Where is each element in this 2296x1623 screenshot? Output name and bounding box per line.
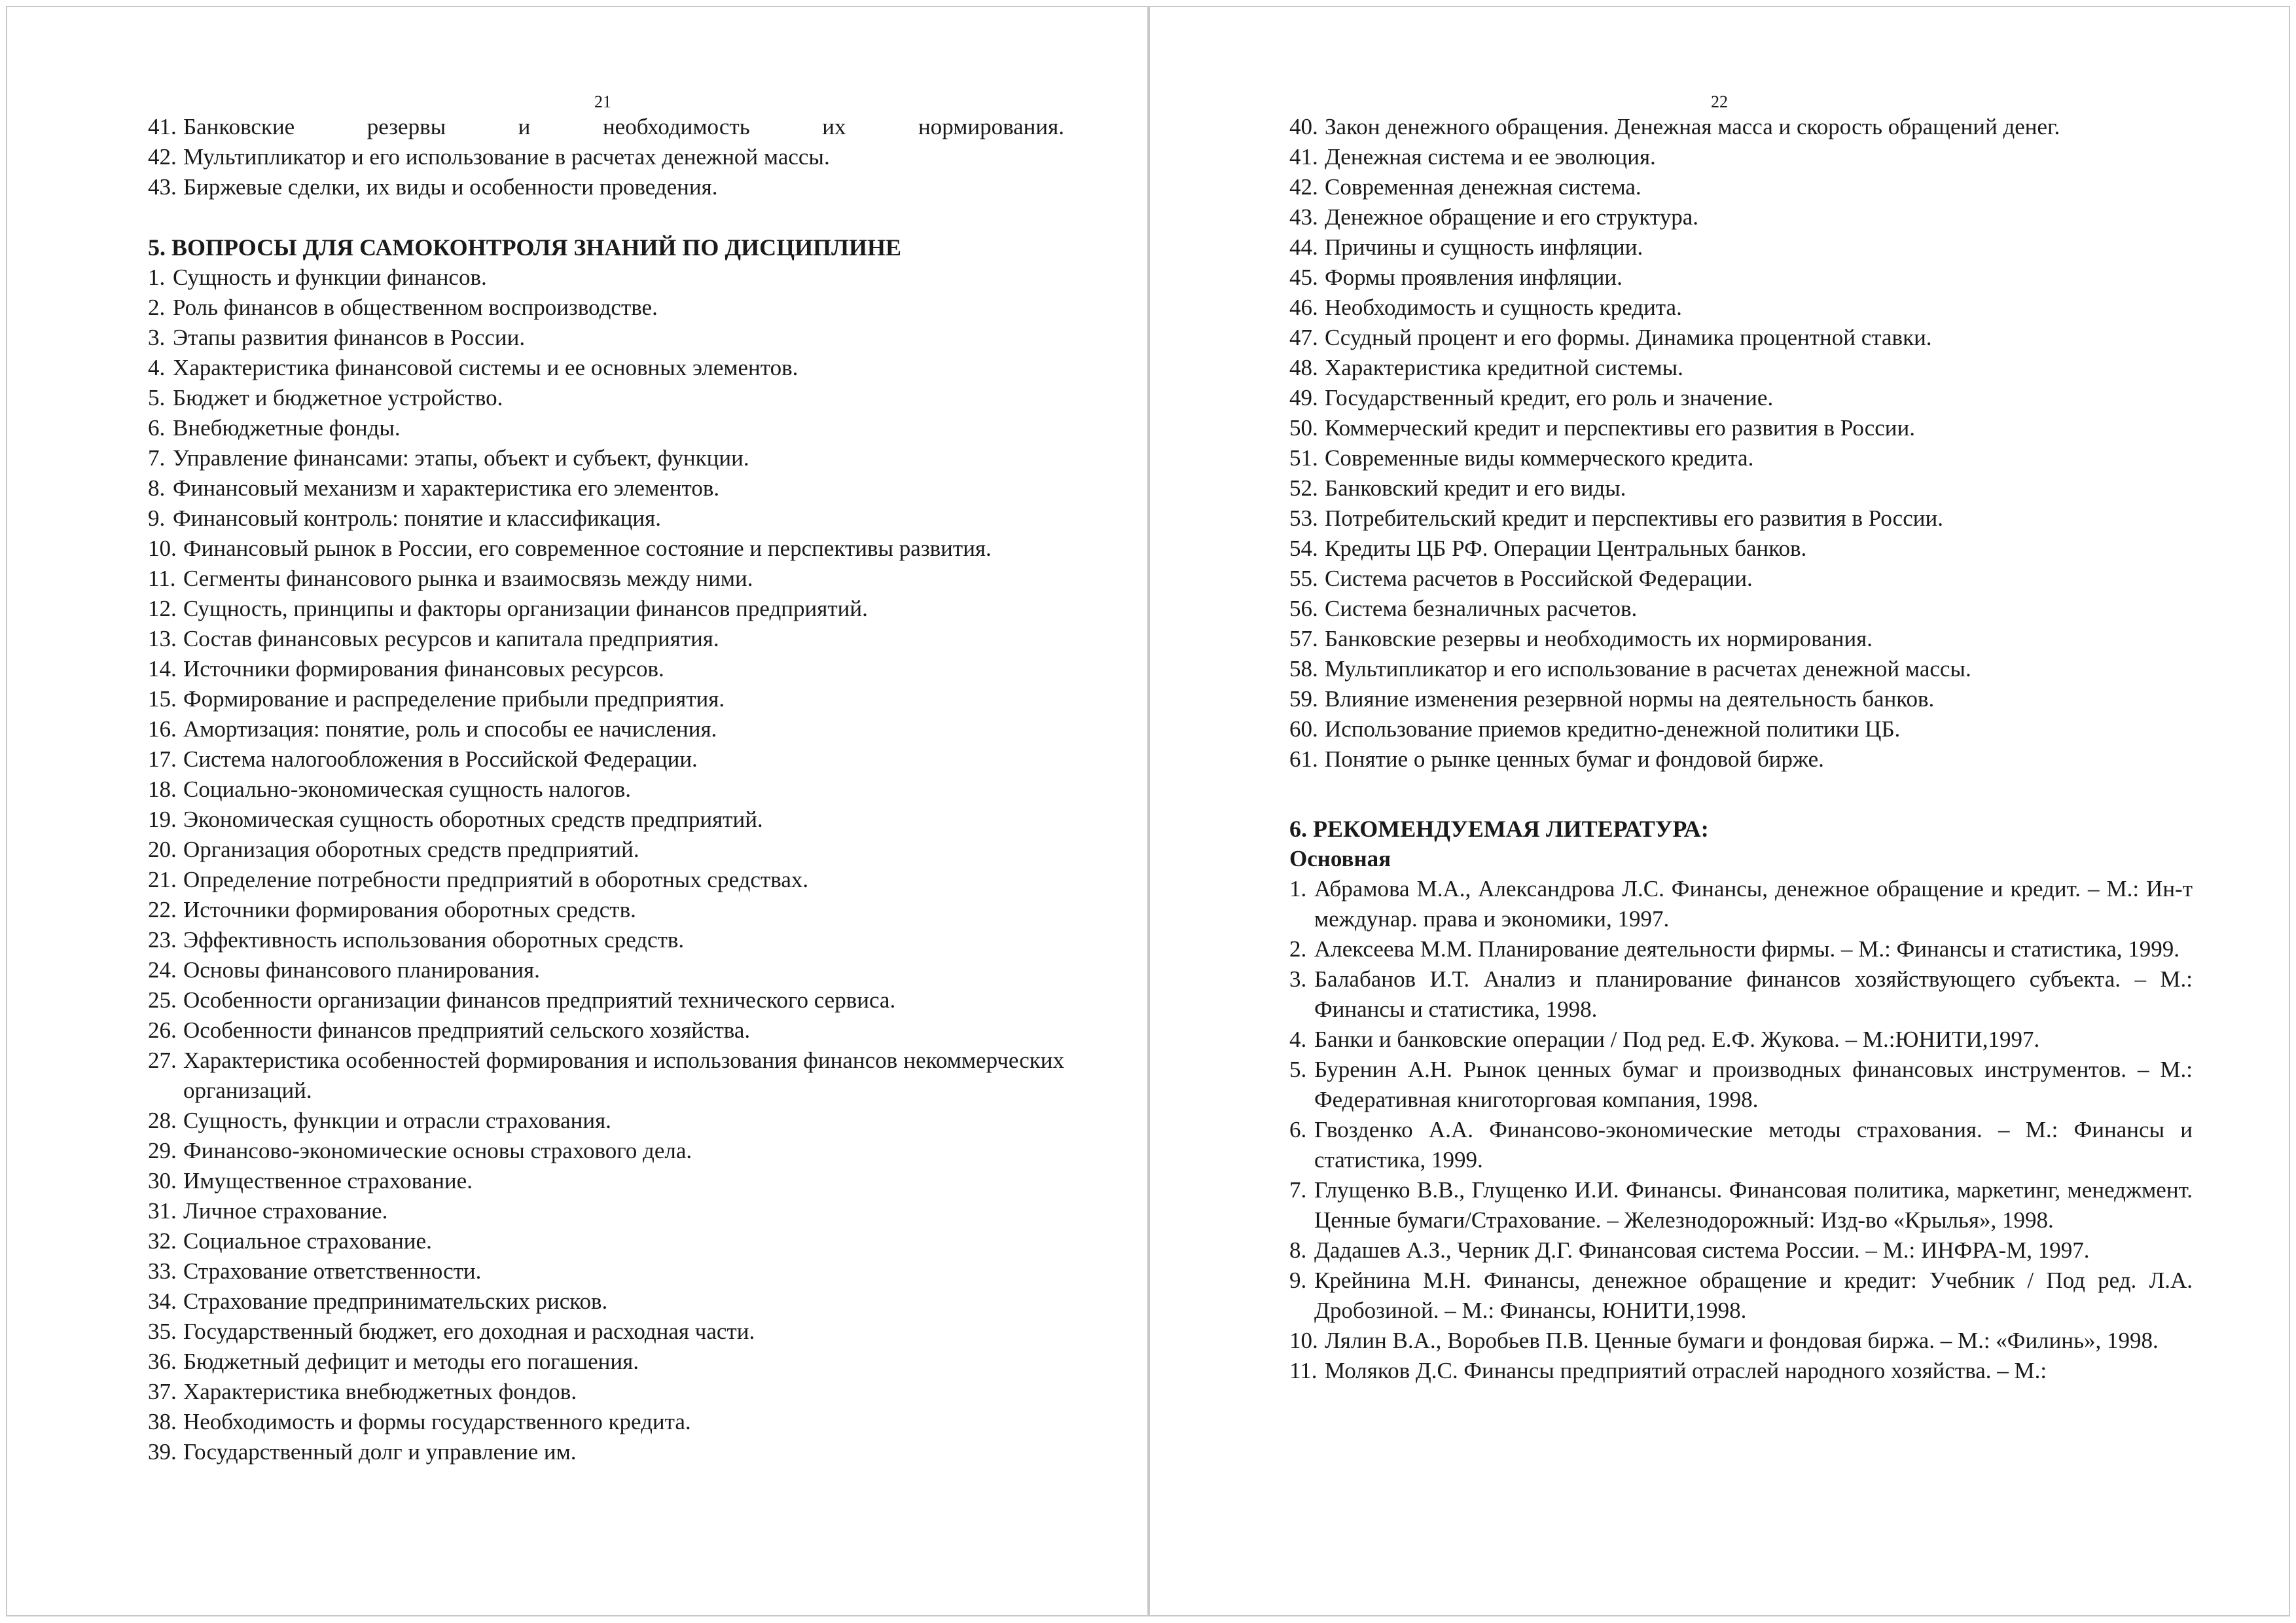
item-text: Система расчетов в Российской Федерации. [1325, 566, 1753, 591]
item-number: 1. [148, 264, 166, 290]
questions-list [148, 263, 1064, 1467]
item-number: 26. [148, 1017, 177, 1043]
right-page [1149, 6, 2290, 1616]
page-number: 21 [594, 92, 611, 111]
item-number: 7. [1289, 1177, 1307, 1203]
item-text: Банковские резервы и необходимость их нормирования. [1325, 626, 1873, 651]
list-item [1289, 1115, 2193, 1175]
list-item [1289, 1266, 2193, 1326]
list-item [148, 353, 1064, 383]
list-item [1289, 714, 2193, 744]
subsection-title: Основная [1289, 846, 1391, 871]
list-item [1289, 232, 2193, 263]
list-item [1289, 1356, 2193, 1386]
item-text: Использование приемов кредитно-денежной политики ЦБ. [1325, 716, 1901, 742]
item-text: Основы финансового планирования. [183, 957, 540, 983]
item-text: Личное страхование. [183, 1198, 388, 1224]
list-item [1289, 443, 2193, 473]
list-item [148, 1166, 1064, 1196]
list-item [148, 443, 1064, 473]
list-item [148, 1136, 1064, 1166]
section-title: 5. ВОПРОСЫ ДЛЯ САМОКОНТРОЛЯ ЗНАНИЙ ПО ДИСЦИПЛИНЕ [148, 234, 902, 261]
list-item [1289, 534, 2193, 564]
item-number: 61. [1289, 746, 1318, 772]
item-number: 41. [1289, 144, 1318, 170]
literature-list [1289, 874, 2193, 1386]
item-text: Внебюджетные фонды. [173, 415, 401, 441]
item-text: Современные виды коммерческого кредита. [1325, 445, 1754, 471]
item-text: Сущность и функции финансов. [173, 264, 487, 290]
list-item [148, 624, 1064, 654]
item-text: Бюджетный дефицит и методы его погашения. [183, 1349, 639, 1374]
list-item [148, 534, 1064, 564]
item-number: 58. [1289, 656, 1318, 682]
item-number: 4. [148, 355, 166, 380]
list-item [148, 835, 1064, 865]
item-text: Крейнина М.Н. Финансы, денежное обращение и кредит: Учебник / Под ред. Л.А. Дробозиной. – М.: Финансы, ЮНИТИ,1998. [1314, 1267, 2193, 1323]
item-number: 15. [148, 686, 177, 712]
page-content [148, 112, 1064, 1467]
item-text: Алексеева М.М. Планирование деятельности фирмы. – М.: Финансы и статистика, 1999. [1314, 936, 2180, 962]
item-number: 4. [1289, 1027, 1307, 1052]
list-item [1289, 1235, 2193, 1266]
item-text: Формирование и распределение прибыли предприятия. [183, 686, 725, 712]
list-item [148, 1286, 1064, 1317]
list-item [148, 383, 1064, 413]
list-item [1289, 383, 2193, 413]
item-number: 30. [148, 1168, 177, 1194]
item-number: 44. [1289, 234, 1318, 260]
item-text: Моляков Д.С. Финансы предприятий отраслей народного хозяйства. – М.: [1325, 1358, 2047, 1383]
item-number: 2. [1289, 936, 1307, 962]
item-number: 8. [148, 475, 166, 501]
item-number: 37. [148, 1379, 177, 1404]
item-number: 29. [148, 1138, 177, 1163]
item-number: 10. [1289, 1328, 1318, 1353]
list-item [148, 1437, 1064, 1467]
list-item [148, 503, 1064, 534]
item-text: Система налогообложения в Российской Федерации. [183, 746, 698, 772]
list-item [148, 925, 1064, 955]
list-item [148, 654, 1064, 684]
list-item [1289, 293, 2193, 323]
list-item [1289, 323, 2193, 353]
item-number: 14. [148, 656, 177, 682]
item-number: 1. [1289, 876, 1307, 902]
item-text: Финансовый механизм и характеристика его элементов. [173, 475, 720, 501]
list-item [1289, 684, 2193, 714]
item-text: Необходимость и сущность кредита. [1325, 295, 1682, 320]
top-items-list [148, 112, 1064, 202]
item-number: 20. [148, 837, 177, 862]
list-item [1289, 142, 2193, 172]
item-text: Банки и банковские операции / Под ред. Е.Ф. Жукова. – М.:ЮНИТИ,1997. [1314, 1027, 2040, 1052]
list-item [1289, 964, 2193, 1025]
item-number: 49. [1289, 385, 1318, 410]
item-text: Управление финансами: этапы, объект и субъект, функции. [173, 445, 749, 471]
item-number: 39. [148, 1439, 177, 1465]
list-item [1289, 744, 2193, 775]
list-item [148, 413, 1064, 443]
list-item [148, 263, 1064, 293]
item-number: 40. [1289, 114, 1318, 139]
item-text: Современная денежная система. [1325, 174, 1641, 200]
list-item [148, 1256, 1064, 1286]
item-text: Балабанов И.Т. Анализ и планирование финансов хозяйствующего субъекта. – М.: Финансы и статистика, 1998. [1314, 966, 2193, 1022]
list-item [1289, 1326, 2193, 1356]
item-number: 60. [1289, 716, 1318, 742]
item-text: Мультипликатор и его использование в расчетах денежной массы. [1325, 656, 1971, 682]
item-number: 22. [148, 897, 177, 922]
item-text: Система безналичных расчетов. [1325, 596, 1638, 621]
item-number: 6. [148, 415, 166, 441]
item-text: Ссудный процент и его формы. Динамика процентной ставки. [1325, 325, 1932, 350]
list-item [148, 895, 1064, 925]
item-number: 42. [1289, 174, 1318, 200]
item-text: Дадашев А.З., Черник Д.Г. Финансовая система России. – М.: ИНФРА-М, 1997. [1314, 1237, 2090, 1263]
list-item [1289, 594, 2193, 624]
list-item [148, 564, 1064, 594]
item-text: Гвозденко А.А. Финансово-экономические методы страхования. – М.: Финансы и статистика, 1999. [1314, 1117, 2193, 1173]
item-number: 38. [148, 1409, 177, 1434]
item-text: Страхование ответственности. [183, 1258, 482, 1284]
list-item [148, 323, 1064, 353]
item-text: Причины и сущность инфляции. [1325, 234, 1643, 260]
list-item [148, 473, 1064, 503]
item-text: Денежное обращение и его структура. [1325, 204, 1699, 230]
item-number: 6. [1289, 1117, 1307, 1142]
list-item [148, 1196, 1064, 1226]
item-number: 9. [148, 505, 166, 531]
item-text: Амортизация: понятие, роль и способы ее начисления. [183, 716, 717, 742]
list-item [1289, 1055, 2193, 1115]
item-number: 32. [148, 1228, 177, 1254]
list-item [148, 1226, 1064, 1256]
item-text: Источники формирования оборотных средств. [183, 897, 636, 922]
list-item [148, 1377, 1064, 1407]
item-text: Понятие о рынке ценных бумаг и фондовой бирже. [1325, 746, 1824, 772]
item-text: Характеристика особенностей формирования и использования финансов некоммерческих организаций. [183, 1048, 1064, 1103]
list-item [148, 805, 1064, 835]
item-text: Этапы развития финансов в России. [173, 325, 526, 350]
item-number: 13. [148, 626, 177, 651]
item-number: 52. [1289, 475, 1318, 501]
item-number: 5. [148, 385, 166, 410]
list-item: 41. Банковские резервы и необходимость их нормирования. [148, 112, 1064, 142]
item-number: 43. [1289, 204, 1318, 230]
item-text: Определение потребности предприятий в оборотных средствах. [183, 867, 809, 892]
item-text: Буренин А.Н. Рынок ценных бумаг и производных финансовых инструментов. – М.: Федеративная книготорговая компания, 1998. [1314, 1057, 2193, 1112]
item-number: 50. [1289, 415, 1318, 441]
item-text: Социально-экономическая сущность налогов. [183, 776, 632, 802]
item-text: Характеристика финансовой системы и ее основных элементов. [173, 355, 798, 380]
item-text: Государственный кредит, его роль и значение. [1325, 385, 1774, 410]
item-text: Имущественное страхование. [183, 1168, 473, 1194]
item-text: Характеристика внебюджетных фондов. [183, 1379, 577, 1404]
item-text: Финансово-экономические основы страхового дела. [183, 1138, 692, 1163]
item-number: 51. [1289, 445, 1318, 471]
list-item [1289, 1025, 2193, 1055]
item-number: 59. [1289, 686, 1318, 712]
item-number: 16. [148, 716, 177, 742]
item-number: 56. [1289, 596, 1318, 621]
item-number: 35. [148, 1319, 177, 1344]
list-item [148, 1407, 1064, 1437]
item-text: Государственный бюджет, его доходная и расходная части. [183, 1319, 755, 1344]
item-text: Лялин В.А., Воробьев П.В. Ценные бумаги и фондовая биржа. – М.: «Филинь», 1998. [1325, 1328, 2159, 1353]
item-text: Финансовый контроль: понятие и классификация. [173, 505, 661, 531]
item-number: 23. [148, 927, 177, 953]
item-number: 18. [148, 776, 177, 802]
item-number: 9. [1289, 1267, 1307, 1293]
list-item [1289, 624, 2193, 654]
list-item [148, 985, 1064, 1015]
item-number: 45. [1289, 264, 1318, 290]
item-text: Источники формирования финансовых ресурсов. [183, 656, 664, 682]
item-number: 27. [148, 1048, 177, 1073]
item-number: 21. [148, 867, 177, 892]
list-item [1289, 353, 2193, 383]
item-text: Роль финансов в общественном воспроизводстве. [173, 295, 658, 320]
page-content [1289, 112, 2193, 1386]
item-text: Денежная система и ее эволюция. [1325, 144, 1656, 170]
item-number: 5. [1289, 1057, 1307, 1082]
item-number: 17. [148, 746, 177, 772]
item-number: 31. [148, 1198, 177, 1224]
list-item [148, 684, 1064, 714]
item-text: Сегменты финансового рынка и взаимосвязь между ними. [183, 566, 753, 591]
item-text: Государственный долг и управление им. [183, 1439, 577, 1465]
item-text: Банковский кредит и его виды. [1325, 475, 1626, 501]
item-number: 25. [148, 987, 177, 1013]
item-text: Состав финансовых ресурсов и капитала предприятия. [183, 626, 719, 651]
item-text: Сущность, функции и отрасли страхования. [183, 1108, 611, 1133]
item-number: 11. [1289, 1358, 1318, 1383]
item-text: Мультипликатор и его использование в расчетах денежной массы. [183, 144, 830, 170]
list-item [1289, 564, 2193, 594]
item-text: Организация оборотных средств предприятий. [183, 837, 639, 862]
list-item [1289, 1175, 2193, 1235]
item-text: Финансовый рынок в России, его современное состояние и перспективы развития. [183, 536, 992, 561]
item-text: Абрамова М.А., Александрова Л.С. Финансы, денежное обращение и кредит. – М.: Ин-т междунар. права и экономики, 1997. [1314, 876, 2193, 932]
item-number: 47. [1289, 325, 1318, 350]
item-text: Биржевые сделки, их виды и особенности проведения. [183, 174, 718, 200]
list-item: 43. Биржевые сделки, их виды и особенности проведения. [148, 172, 1064, 202]
item-number: 48. [1289, 355, 1318, 380]
item-text: Необходимость и формы государственного кредита. [183, 1409, 691, 1434]
list-item [1289, 473, 2193, 503]
list-item [148, 865, 1064, 895]
list-item [1289, 202, 2193, 232]
list-item [1289, 934, 2193, 964]
item-number: 19. [148, 807, 177, 832]
item-number: 28. [148, 1108, 177, 1133]
list-item [148, 744, 1064, 775]
item-text: Влияние изменения резервной нормы на деятельность банков. [1325, 686, 1935, 712]
item-text: Особенности финансов предприятий сельского хозяйства. [183, 1017, 751, 1043]
item-text: Закон денежного обращения. Денежная масса и скорость обращений денег. [1325, 114, 2060, 139]
item-number: 11. [148, 566, 176, 591]
item-number: 34. [148, 1288, 177, 1314]
item-number: 2. [148, 295, 166, 320]
list-item [148, 955, 1064, 985]
item-number: 55. [1289, 566, 1318, 591]
item-text: Банковские резервы и необходимость их нормирования. [183, 114, 1064, 139]
item-text: Социальное страхование. [183, 1228, 432, 1254]
list-item [1289, 112, 2193, 142]
item-text: Коммерческий кредит и перспективы его развития в России. [1325, 415, 1916, 441]
item-number: 46. [1289, 295, 1318, 320]
list-item [148, 1317, 1064, 1347]
item-text: Глущенко В.В., Глущенко И.И. Финансы. Финансовая политика, маркетинг, менеджмент. Ценные бумаги/Страхование. – Железнодорожный: Изд-во «Крылья», 1998. [1314, 1177, 2193, 1233]
list-item [1289, 413, 2193, 443]
list-item [1289, 874, 2193, 934]
list-item [1289, 654, 2193, 684]
list-item [148, 1106, 1064, 1136]
left-page [6, 6, 1149, 1616]
item-number: 12. [148, 596, 177, 621]
item-text: Формы проявления инфляции. [1325, 264, 1623, 290]
section-title: 6. РЕКОМЕНДУЕМАЯ ЛИТЕРАТУРА: [1289, 816, 1709, 842]
item-text: Страхование предпринимательских рисков. [183, 1288, 608, 1314]
item-number: 3. [148, 325, 166, 350]
list-item [1289, 503, 2193, 534]
list-item: 42. Мультипликатор и его использование в расчетах денежной массы. [148, 142, 1064, 172]
item-text: Эффективность использования оборотных средств. [183, 927, 685, 953]
list-item [148, 1015, 1064, 1046]
item-number: 57. [1289, 626, 1318, 651]
list-item [148, 775, 1064, 805]
list-item [148, 714, 1064, 744]
item-text: Характеристика кредитной системы. [1325, 355, 1683, 380]
page-number: 22 [1711, 92, 1728, 111]
item-text: Экономическая сущность оборотных средств предприятий. [183, 807, 763, 832]
item-number: 24. [148, 957, 177, 983]
item-text: Кредиты ЦБ РФ. Операции Центральных банков. [1325, 536, 1807, 561]
item-number: 33. [148, 1258, 177, 1284]
item-number: 54. [1289, 536, 1318, 561]
list-item [148, 1046, 1064, 1106]
item-text: Особенности организации финансов предприятий технического сервиса. [183, 987, 896, 1013]
list-item [148, 293, 1064, 323]
item-text: Сущность, принципы и факторы организации финансов предприятий. [183, 596, 868, 621]
item-number: 53. [1289, 505, 1318, 531]
list-item [148, 594, 1064, 624]
questions-list [1289, 112, 2193, 775]
item-text: Потребительский кредит и перспективы его развития в России. [1325, 505, 1943, 531]
item-number: 36. [148, 1349, 177, 1374]
item-number: 10. [148, 536, 177, 561]
item-number: 8. [1289, 1237, 1307, 1263]
list-item [1289, 172, 2193, 202]
list-item [148, 1347, 1064, 1377]
item-number: 7. [148, 445, 166, 471]
item-text: Бюджет и бюджетное устройство. [173, 385, 503, 410]
item-number: 3. [1289, 966, 1307, 992]
list-item [1289, 263, 2193, 293]
